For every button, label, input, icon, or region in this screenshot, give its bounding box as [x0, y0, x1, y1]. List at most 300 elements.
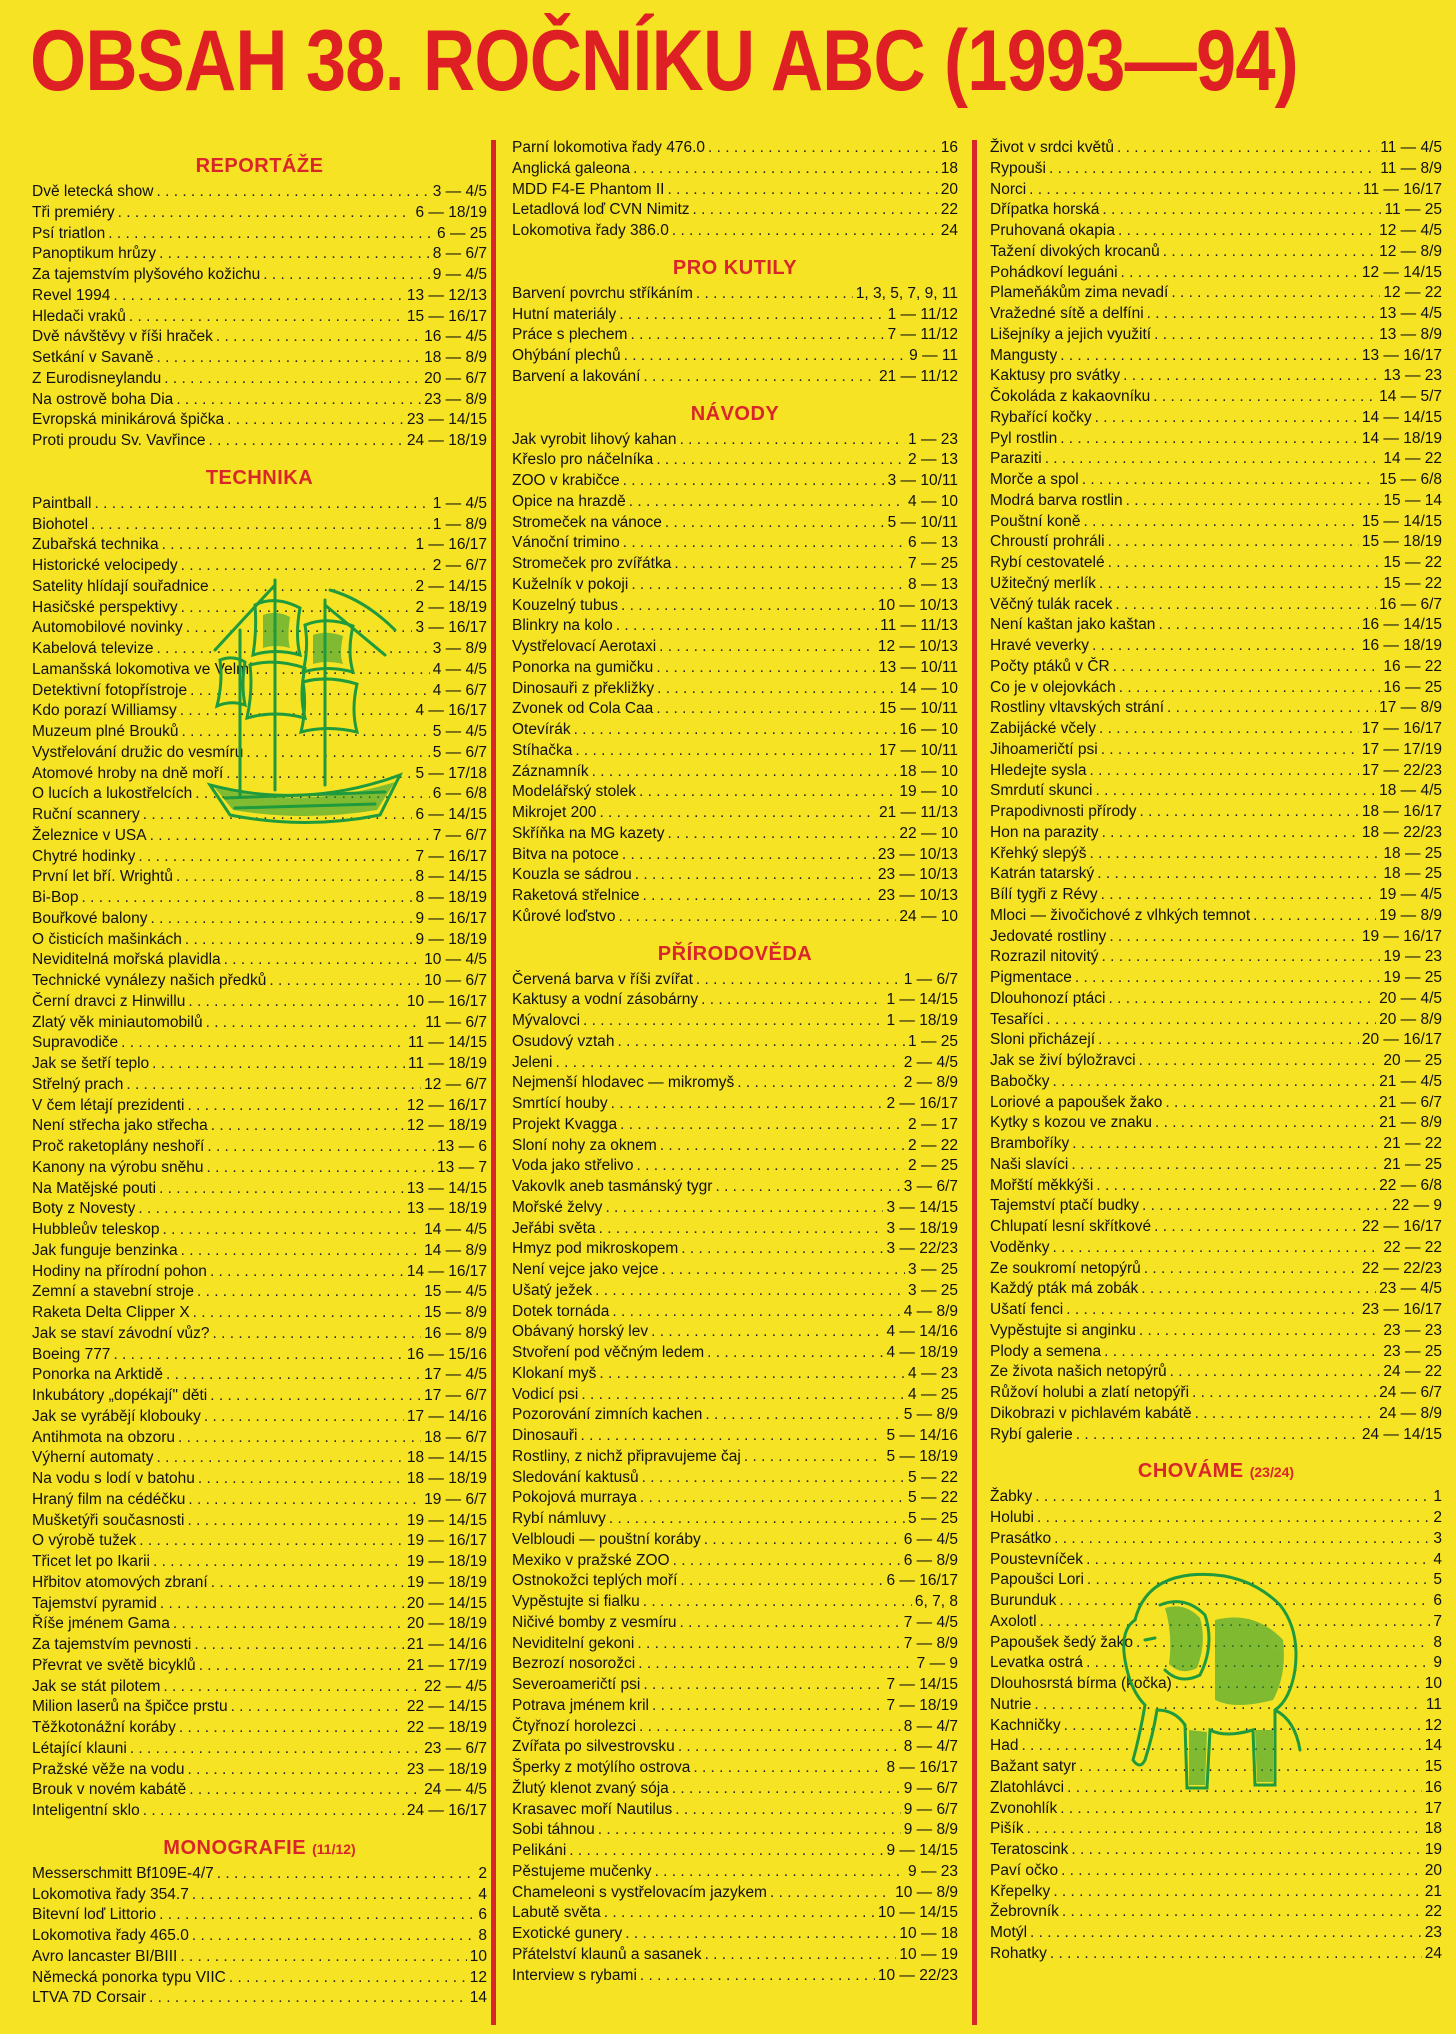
dot-leader	[181, 556, 430, 577]
dot-leader	[1072, 1134, 1380, 1155]
entry-title: Ohýbání plechů	[512, 347, 621, 364]
entry-reference: 15 — 8/9	[424, 1304, 487, 1321]
entry-reference: 11 — 6/7	[425, 1013, 487, 1031]
entry-reference: 4	[478, 1885, 487, 1903]
dot-leader	[1060, 1799, 1422, 1820]
entry-reference: 13 — 6	[437, 1138, 487, 1155]
index-entry	[32, 203, 487, 224]
dot-leader	[1053, 1882, 1421, 1903]
dot-leader	[583, 1011, 883, 1032]
dot-leader	[156, 182, 429, 203]
dot-leader	[1092, 636, 1359, 657]
entry-title: Vražedné sítě a delfíni	[990, 305, 1144, 322]
dot-leader	[1167, 698, 1376, 719]
dot-leader	[1126, 491, 1381, 512]
entry-reference: 21 — 22	[1383, 1135, 1442, 1152]
dot-leader	[1046, 1010, 1376, 1031]
dot-leader	[1045, 449, 1381, 470]
dot-leader	[1076, 1425, 1359, 1446]
entry-reference: 7 — 25	[908, 555, 958, 572]
dot-leader	[637, 1634, 900, 1655]
dot-leader	[656, 699, 876, 720]
index-entry	[512, 554, 958, 575]
index-entry	[32, 1511, 487, 1532]
index-entry	[32, 1552, 487, 1573]
index-entry	[990, 325, 1442, 346]
entry-title: Čokoláda z kakaovníku	[990, 388, 1151, 405]
dot-leader	[1061, 1861, 1422, 1882]
entry-reference: 17 — 14/16	[406, 1407, 487, 1425]
dot-leader	[624, 346, 907, 367]
entry-title: O výrobě tužek	[32, 1532, 137, 1550]
index-entry	[32, 1386, 487, 1407]
entry-reference: 3 — 25	[908, 1281, 958, 1299]
entry-reference: 2 — 25	[908, 1157, 958, 1175]
entry-title: Boeing 777	[32, 1345, 111, 1363]
entry-reference: 8 — 14/15	[415, 868, 487, 886]
index-entry	[990, 864, 1442, 885]
entry-title: Rybí cestovatelé	[990, 554, 1105, 571]
entry-title: Voděnky	[990, 1238, 1050, 1256]
dot-leader	[208, 431, 403, 452]
entry-reference: 16 — 15/16	[406, 1345, 487, 1363]
index-entry	[512, 1654, 958, 1675]
entry-reference: 3 — 25	[908, 1261, 958, 1278]
dot-leader	[187, 1511, 403, 1532]
entry-title: Rybařící kočky	[990, 408, 1092, 426]
dot-leader	[1086, 1653, 1430, 1674]
dot-leader	[696, 284, 853, 305]
entry-reference: 15 — 18/19	[1361, 533, 1442, 551]
index-entry	[512, 658, 958, 679]
entry-reference: 15 — 22	[1383, 574, 1442, 592]
entry-title: Kouzla se sádrou	[512, 866, 632, 884]
dot-leader	[574, 720, 897, 741]
index-entry	[32, 1926, 487, 1947]
index-entry	[512, 1260, 958, 1281]
entry-title: Bažant satyr	[990, 1758, 1077, 1775]
entry-title: Interview s rybami	[512, 1966, 637, 1984]
entry-title: Každý pták má zobák	[990, 1280, 1139, 1298]
entry-title: Raketová střelnice	[512, 887, 640, 904]
index-entry	[32, 950, 487, 971]
index-entry	[32, 1885, 487, 1906]
dot-leader	[118, 203, 413, 224]
index-entry	[512, 1385, 958, 1406]
entry-reference: 18 — 4/5	[1379, 782, 1442, 800]
index-entry	[990, 532, 1442, 553]
entry-title: Tajemství ptačí budky	[990, 1197, 1140, 1215]
entry-title: Mořští měkkýši	[990, 1176, 1094, 1194]
entry-title: Práce s plechem	[512, 326, 628, 344]
index-entry	[512, 1551, 958, 1572]
dot-leader	[1195, 1404, 1377, 1425]
index-entry	[32, 681, 487, 702]
dot-leader	[139, 1531, 404, 1552]
section-heading	[512, 254, 958, 282]
dot-leader	[1021, 1736, 1421, 1757]
dot-leader	[672, 221, 938, 242]
dot-leader	[680, 1571, 883, 1592]
entry-title: Holubi	[990, 1509, 1034, 1526]
entry-reference: 5 — 14/16	[886, 1427, 958, 1444]
dot-leader	[1062, 1902, 1422, 1923]
entry-title: Obávaný horský lev	[512, 1323, 649, 1341]
entry-title: Záznamník	[512, 762, 589, 780]
index-entry	[32, 660, 487, 681]
dot-leader	[181, 722, 429, 743]
entry-reference: 13 — 12/13	[406, 286, 487, 304]
entry-title: Plameňákům zima nevadí	[990, 284, 1169, 302]
entry-reference: 3 — 6/7	[903, 1178, 958, 1195]
section-issue-note: (23/24)	[1249, 1464, 1295, 1481]
entry-reference: 2 — 4/5	[903, 1053, 958, 1071]
entry-title: Dlouhonozí ptáci	[990, 989, 1106, 1007]
index-entry	[990, 221, 1442, 242]
entry-title: Dvě letecká show	[32, 183, 154, 200]
entry-title: Ruční scannery	[32, 806, 140, 823]
index-entry	[990, 366, 1442, 387]
entry-reference: 7 — 9	[916, 1655, 958, 1673]
dot-leader	[1099, 574, 1380, 595]
entry-title: Klokaní myš	[512, 1364, 597, 1382]
dot-leader	[580, 1426, 883, 1447]
entry-title: Barvení povrchu stříkáním	[512, 284, 693, 302]
entry-title: Hasičské perspektivy	[32, 598, 178, 616]
entry-title: Rybí námluvy	[512, 1510, 606, 1527]
index-entry	[990, 989, 1442, 1010]
entry-title: Kanony na výrobu sněhu	[32, 1158, 204, 1176]
index-entry	[512, 1841, 958, 1862]
entry-reference: 19 — 18/19	[406, 1553, 487, 1570]
index-entry	[32, 1531, 487, 1552]
dot-leader	[160, 1594, 404, 1615]
dot-leader	[708, 138, 938, 159]
entry-title: Prasátko	[990, 1529, 1052, 1547]
entry-reference: 5 — 6/7	[432, 743, 487, 761]
entry-reference: 6 — 6/8	[432, 785, 487, 803]
dot-leader	[159, 244, 430, 265]
entry-reference: 7 — 6/7	[432, 826, 487, 844]
entry-reference: 6 — 16/17	[886, 1572, 958, 1590]
entry-reference: 15 — 14/15	[1361, 512, 1442, 530]
dot-leader	[638, 1654, 913, 1675]
dot-leader	[143, 1801, 404, 1822]
entry-title: Stromeček pro zvířátka	[512, 555, 672, 572]
entry-title: Labutě světa	[512, 1904, 601, 1922]
index-entry	[32, 1137, 487, 1158]
entry-title: Černí dravci z Hinwillu	[32, 992, 186, 1010]
entry-title: Hravé veverky	[990, 637, 1090, 654]
entry-reference: 22 — 18/19	[406, 1719, 487, 1736]
entry-reference: 13 — 23	[1383, 367, 1442, 385]
entry-reference: 18 — 18/19	[406, 1470, 487, 1487]
entry-reference: 19 — 16/17	[406, 1532, 487, 1550]
entry-reference: 10	[469, 1947, 487, 1965]
entry-reference: 10 — 18	[899, 1925, 958, 1942]
dot-leader	[1086, 1550, 1430, 1571]
entry-title: Detektivní fotopřístroje	[32, 681, 188, 699]
entry-reference: 6	[478, 1906, 487, 1924]
entry-reference: 7 — 11/12	[887, 326, 958, 344]
dot-leader	[212, 577, 413, 598]
dot-leader	[210, 1262, 404, 1283]
dot-leader	[1096, 781, 1377, 802]
dot-leader	[152, 1054, 405, 1075]
entry-title: Blinkry na kolo	[512, 617, 613, 635]
index-entry	[32, 1697, 487, 1718]
entry-title: Setkání v Savaně	[32, 349, 154, 366]
entry-title: Papoušci Lori	[990, 1571, 1084, 1589]
dot-leader	[216, 327, 421, 348]
entry-title: Morče a spol	[990, 471, 1079, 488]
entry-reference: 9 — 4/5	[432, 266, 487, 283]
entry-reference: 4 — 18/19	[886, 1344, 958, 1361]
entry-reference: 22 — 16/17	[1361, 1218, 1442, 1235]
dot-leader	[655, 1862, 905, 1883]
index-entry	[512, 1426, 958, 1447]
dot-leader	[206, 1013, 423, 1034]
index-entry	[32, 1324, 487, 1345]
entry-title: Opice na hrazdě	[512, 492, 626, 510]
index-entry	[32, 826, 487, 847]
index-entry	[32, 577, 487, 598]
entry-reference: 9 — 6/7	[903, 1800, 958, 1818]
dot-leader	[744, 1447, 884, 1468]
entry-reference: 6, 7, 8	[914, 1593, 958, 1610]
entry-reference: 18 — 8/9	[424, 349, 487, 366]
entry-reference: 12	[1424, 1716, 1442, 1734]
entry-reference: 11 — 11/13	[880, 617, 958, 635]
dot-leader	[1118, 221, 1376, 242]
entry-reference: 1 — 4/5	[432, 494, 487, 512]
dot-leader	[156, 1448, 403, 1469]
index-entry	[512, 990, 958, 1011]
dot-leader	[678, 1737, 901, 1758]
entry-reference: 2 — 13	[908, 451, 958, 469]
entry-title: Kaktusy a vodní zásobárny	[512, 991, 699, 1009]
dot-leader	[643, 886, 875, 907]
dot-leader	[620, 1115, 905, 1136]
index-entry	[32, 1614, 487, 1635]
entry-reference: 23 — 4/5	[1379, 1280, 1442, 1298]
dot-leader	[82, 888, 413, 909]
entry-reference: 18 — 22/23	[1361, 823, 1442, 841]
index-entry	[32, 639, 487, 660]
dot-leader	[1153, 387, 1376, 408]
index-entry	[512, 221, 958, 242]
entry-reference: 17 — 10/11	[879, 741, 958, 759]
dot-leader	[126, 1075, 421, 1096]
dot-leader	[1052, 1072, 1376, 1093]
index-entry	[32, 494, 487, 515]
index-entry	[512, 596, 958, 617]
entry-reference: 14 — 10	[899, 679, 958, 697]
entry-reference: 3 — 22/23	[886, 1240, 958, 1258]
entry-title: Zabijácké včely	[990, 720, 1096, 737]
entry-reference: 10 — 22/23	[877, 1966, 958, 1984]
dot-leader	[1040, 1612, 1431, 1633]
entry-title: Zvonohlík	[990, 1799, 1058, 1817]
index-entry	[512, 305, 958, 326]
index-entry	[32, 743, 487, 764]
index-entry	[32, 847, 487, 868]
entry-title: Papoušek šedý žako	[990, 1633, 1134, 1651]
entry-title: Hutní materiály	[512, 305, 617, 323]
entry-reference: 14 — 18/19	[1361, 429, 1442, 447]
dot-leader	[1027, 1819, 1422, 1840]
entry-title: Mangusty	[990, 346, 1058, 364]
entry-title: Ušatý ježek	[512, 1281, 593, 1299]
entry-title: Tažení divokých krocanů	[990, 242, 1160, 260]
entry-reference: 19 — 8/9	[1379, 906, 1442, 924]
entry-title: Pěstujeme mučenky	[512, 1862, 652, 1880]
entry-title: Kabelová televize	[32, 640, 154, 657]
entry-reference: 19 — 23	[1383, 948, 1442, 966]
entry-title: Lamanšská lokomotiva ve Velmi	[32, 660, 253, 678]
entry-reference: 10 — 14/15	[877, 1904, 958, 1922]
entry-title: Říše jménem Gama	[32, 1615, 170, 1633]
dot-leader	[210, 1386, 421, 1407]
dot-leader	[625, 1924, 896, 1945]
index-entry	[32, 1573, 487, 1594]
index-entry	[990, 1051, 1442, 1072]
entry-title: Teratoscink	[990, 1841, 1069, 1858]
entry-title: Lokomotiva řady 465.0	[32, 1927, 189, 1944]
dot-leader	[696, 970, 901, 991]
dot-leader	[599, 1364, 905, 1385]
entry-reference: 12 — 4/5	[1379, 222, 1442, 239]
section-heading-text: CHOVÁME	[1137, 1460, 1244, 1483]
index-entry	[512, 1862, 958, 1883]
index-entry	[990, 304, 1442, 325]
entry-title: Není vejce jako vejce	[512, 1261, 659, 1278]
entry-reference: 7 — 8/9	[903, 1634, 958, 1652]
dot-leader	[656, 450, 905, 471]
entry-title: Těžkotonážní koráby	[32, 1719, 176, 1736]
entry-title: Proč raketoplány neshoří	[32, 1138, 205, 1155]
entry-title: Dikobrazi v pichlavém kabátě	[990, 1404, 1192, 1422]
entry-title: Zemní a stavební stroje	[32, 1283, 194, 1301]
index-entry	[990, 906, 1442, 927]
index-entry	[32, 1179, 487, 1200]
index-entry	[990, 1113, 1442, 1134]
entry-title: Mývalovci	[512, 1012, 581, 1029]
index-entry	[32, 971, 487, 992]
entry-title: Bitva na potoce	[512, 845, 619, 863]
dot-leader	[206, 1158, 434, 1179]
index-entry	[512, 138, 958, 159]
entry-reference: 16 — 6/7	[1379, 595, 1442, 613]
entry-title: Dinosauři z překližky	[512, 679, 655, 697]
entry-title: Střelný prach	[32, 1075, 124, 1093]
entry-reference: 24	[1424, 1944, 1442, 1962]
entry-reference: 9 — 16/17	[415, 909, 487, 927]
dot-leader	[143, 805, 413, 826]
dot-leader	[185, 930, 413, 951]
entry-title: Bezrozí nosorožci	[512, 1655, 636, 1673]
dot-leader	[211, 1116, 404, 1137]
entry-title: Za tajemstvím pevnosti	[32, 1636, 192, 1653]
section-heading	[512, 940, 958, 968]
entry-title: Atomové hroby na dně moří	[32, 764, 224, 782]
index-entry	[512, 1945, 958, 1966]
index-entry	[32, 1054, 487, 1075]
dot-leader	[1102, 823, 1359, 844]
entry-title: Co je v olejovkách	[990, 678, 1116, 696]
column-divider	[972, 140, 977, 2025]
dot-leader	[667, 824, 896, 845]
dot-leader	[157, 639, 430, 660]
dot-leader	[1115, 595, 1376, 616]
dot-leader	[1142, 1196, 1389, 1217]
index-entry	[990, 491, 1442, 512]
index-entry	[32, 1905, 487, 1926]
entry-title: Had	[990, 1737, 1019, 1755]
index-entry	[512, 450, 958, 471]
dot-leader	[1139, 802, 1358, 823]
dot-leader	[188, 1096, 404, 1117]
entry-title: O lucích a lukostřelcích	[32, 785, 193, 803]
dot-leader	[1097, 864, 1380, 885]
dot-leader	[680, 1613, 901, 1634]
index-entry	[512, 1156, 958, 1177]
index-entry	[512, 1032, 958, 1053]
index-entry	[32, 1864, 487, 1885]
entry-title: Brouk v novém kabátě	[32, 1781, 187, 1799]
entry-reference: 20 — 6/7	[424, 369, 487, 387]
index-entry	[990, 1342, 1442, 1363]
dot-leader	[188, 992, 404, 1013]
dot-leader	[212, 1324, 421, 1345]
entry-title: Anglická galeona	[512, 159, 631, 177]
dot-leader	[1052, 1238, 1380, 1259]
entry-title: Zlatohlávci	[990, 1778, 1065, 1796]
entry-reference: 3 — 8/9	[432, 640, 487, 657]
index-entry	[512, 1053, 958, 1074]
entry-reference: 5 — 10/11	[887, 513, 958, 531]
dot-leader	[263, 265, 429, 286]
index-entry	[32, 1718, 487, 1739]
entry-title: Pokojová murraya	[512, 1489, 637, 1507]
index-entry	[990, 263, 1442, 284]
index-entry	[512, 325, 958, 346]
dot-leader	[635, 865, 875, 886]
entry-title: Železnice v USA	[32, 826, 147, 844]
index-entry	[512, 1717, 958, 1738]
entry-title: Levatka ostrá	[990, 1654, 1084, 1672]
entry-reference: 18 — 14/15	[406, 1449, 487, 1467]
dot-leader	[598, 1820, 901, 1841]
entry-reference: 18 — 25	[1383, 844, 1442, 862]
entry-title: Jeleni	[512, 1053, 553, 1071]
dot-leader	[631, 575, 905, 596]
dot-leader	[224, 950, 421, 971]
entry-reference: 16 — 22	[1383, 657, 1442, 675]
index-entry	[512, 1073, 958, 1094]
entry-reference: 4 — 14/16	[886, 1323, 958, 1341]
dot-leader	[231, 1697, 404, 1718]
index-entry	[512, 1737, 958, 1758]
index-entry	[512, 284, 958, 305]
entry-title: Ušatí fenci	[990, 1301, 1064, 1318]
dot-leader	[1082, 470, 1376, 491]
index-entry	[990, 180, 1442, 201]
index-entry	[990, 1279, 1442, 1300]
dot-leader	[166, 1365, 421, 1386]
index-entry	[32, 805, 487, 826]
entry-reference: 11 — 16/17	[1363, 180, 1442, 198]
